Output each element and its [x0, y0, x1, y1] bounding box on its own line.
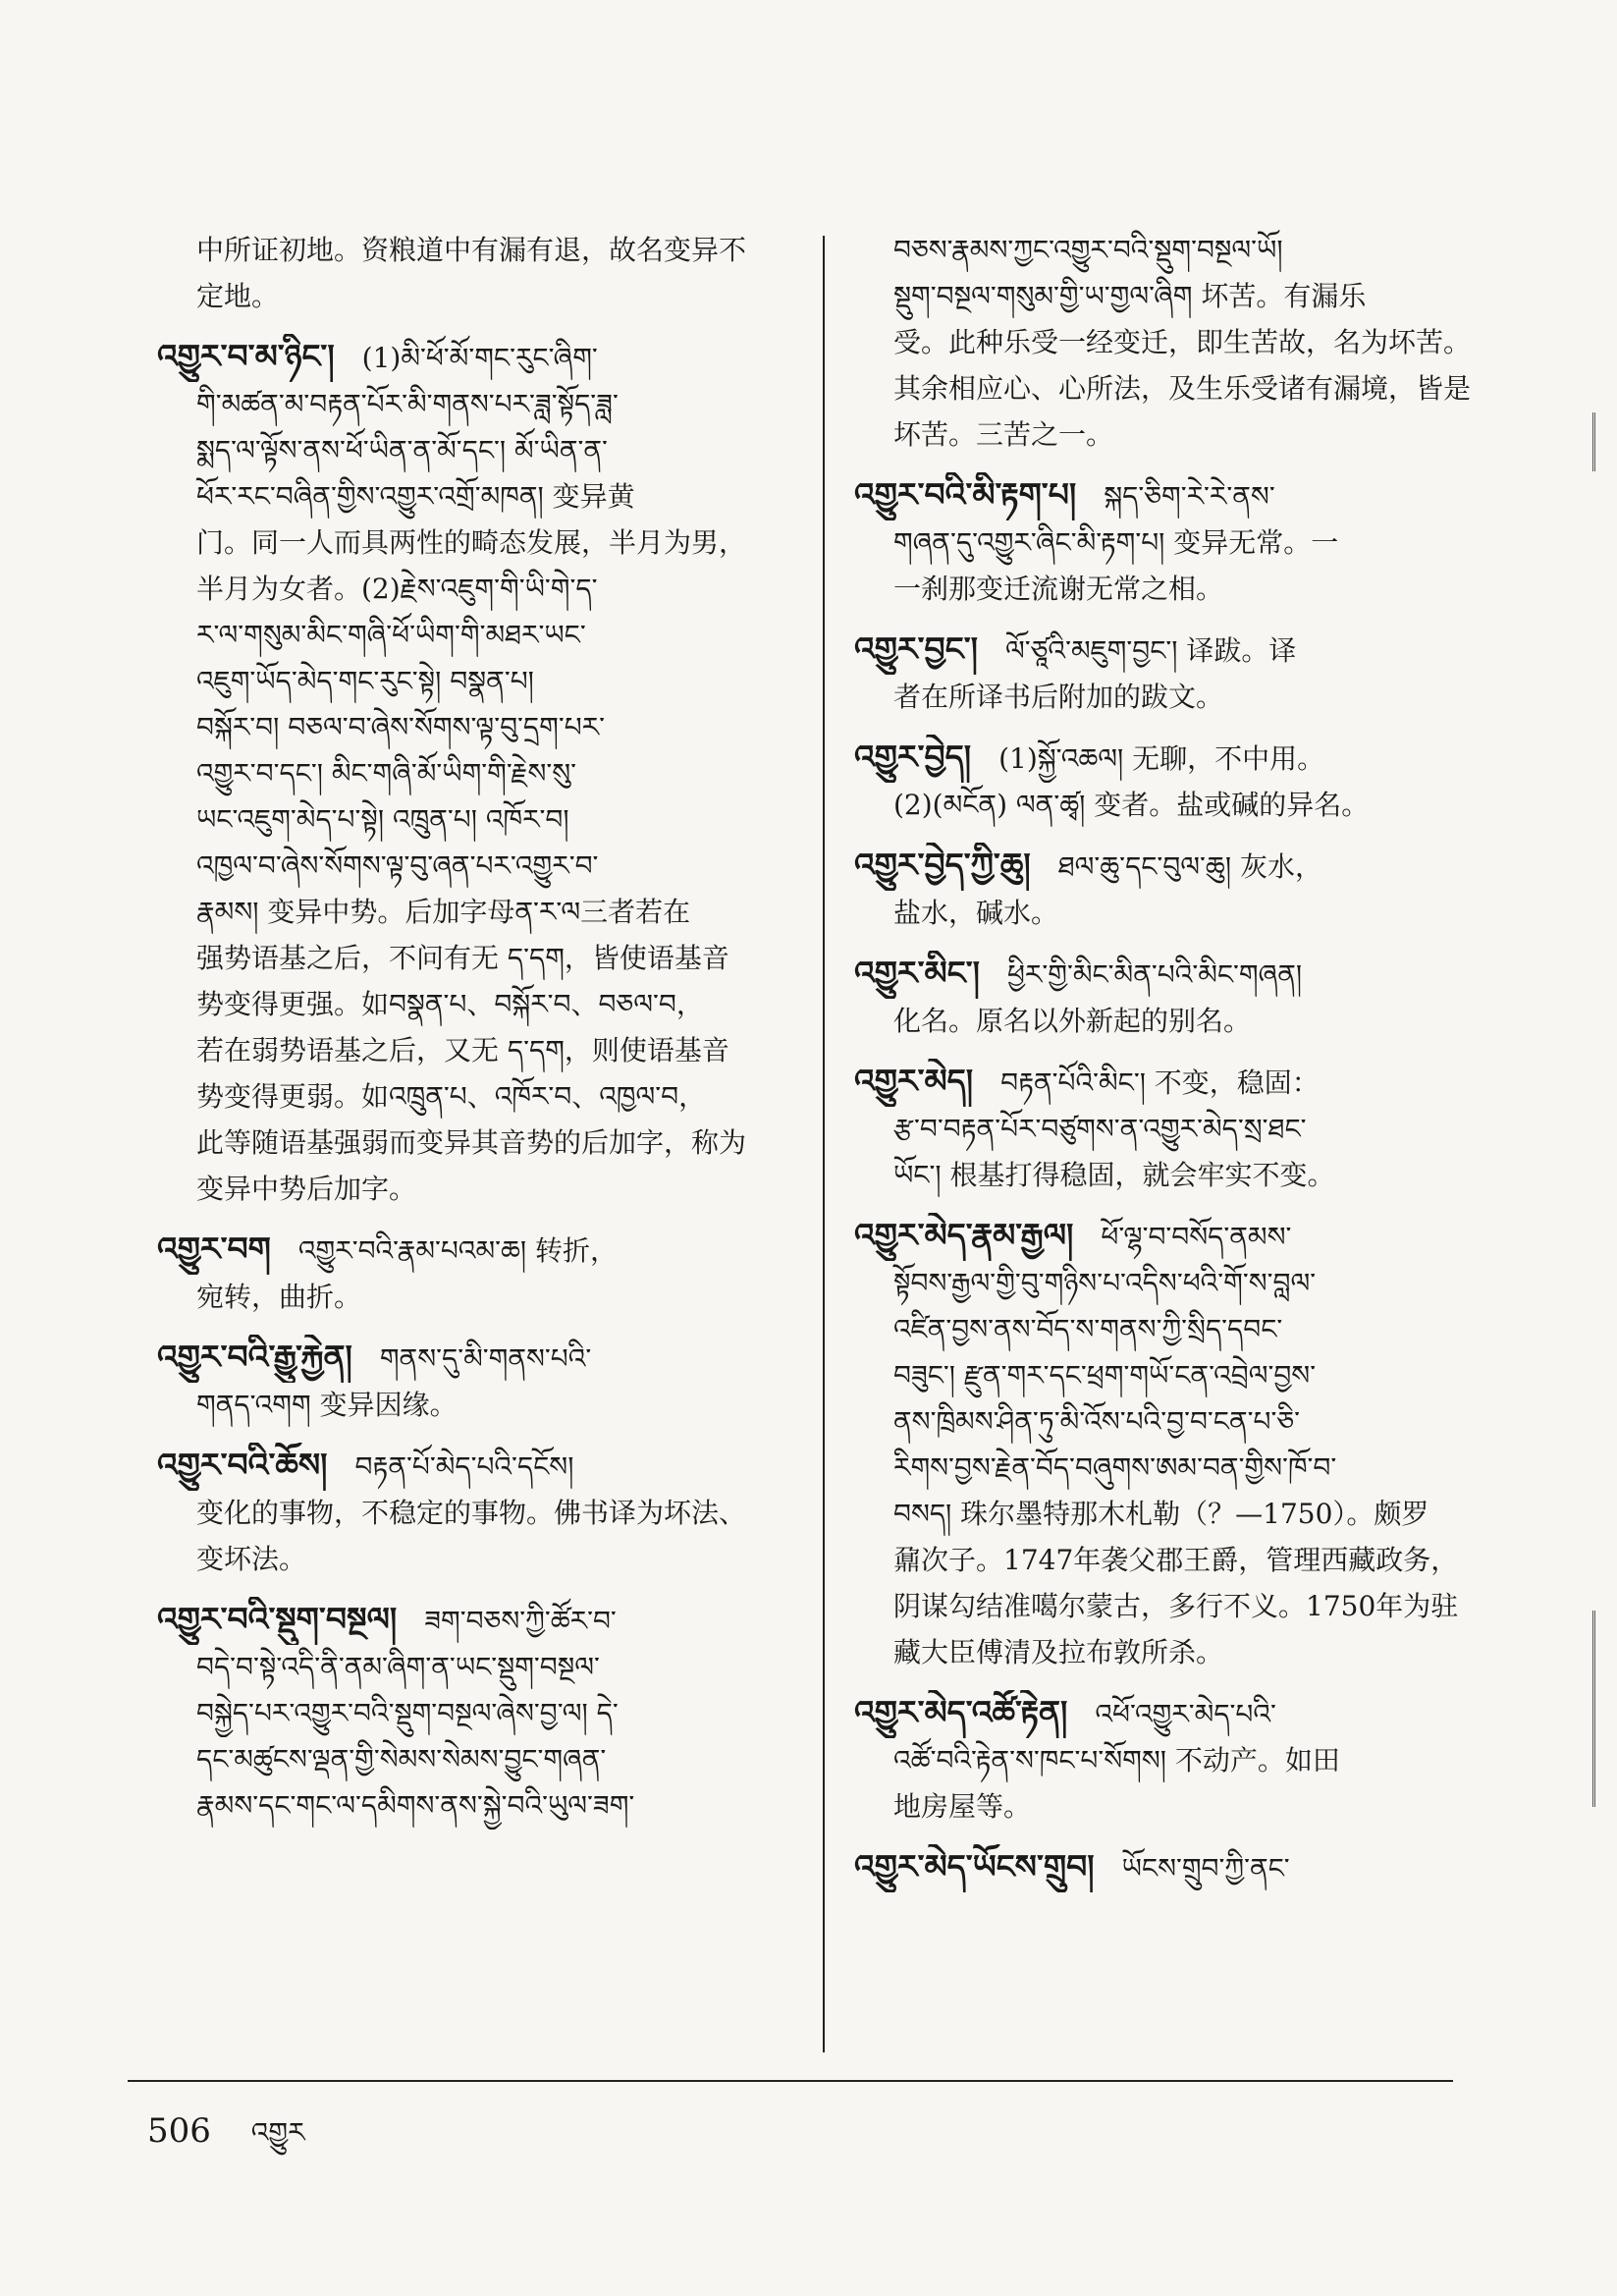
headword: འགྱུར་བྱེད་ཀྱི་ཆུ། [854, 846, 1031, 884]
entry-line [854, 320, 1482, 366]
scan-edge-mark [1592, 412, 1609, 471]
definition-text: 宛转，曲折。 [196, 1281, 362, 1313]
entry-line [157, 613, 795, 659]
entry-line [157, 1121, 795, 1167]
entry-line [157, 751, 795, 797]
page-number: 506 [147, 2111, 211, 2151]
definition-text: ནས་ཁྲིམས་ཤིན་ཏུ་མི་འོས་པའི་བྱ་བ་ངན་པ་ཅི་ [893, 1405, 1301, 1438]
definition-text: སྨད་ལ་ལྟོས་ནས་ཕོ་ཡིན་ན་མོ་དང་། མོ་ཡིན་ན་ [196, 434, 608, 466]
dictionary-entry [854, 1690, 1482, 1831]
headword: འགྱུར་བའི་རྒྱུ་རྐྱེན། [157, 1338, 352, 1376]
entry-line [854, 1353, 1482, 1399]
entry-line [157, 520, 795, 567]
definition-text: (1)མི་ཕོ་མོ་གང་རུང་ཞིག་ [361, 342, 598, 374]
definition-text: 者在所译书后附加的跋文。 [893, 681, 1224, 713]
entry-line [854, 1261, 1482, 1307]
running-head: འགྱུར [250, 2116, 305, 2149]
dictionary-entry [157, 1443, 795, 1583]
entry-line [157, 567, 795, 613]
definition-text: འཚོ་བའི་རྟེན་ས་ཁང་པ་སོགས། 不动产。如田 [893, 1744, 1340, 1777]
definition-text: (1)སྐྱོ་འཆལ། 无聊，不中用。 [998, 742, 1325, 775]
entry-line [157, 1227, 795, 1275]
footer-rule [128, 2080, 1453, 2082]
entry-line [157, 1167, 795, 1213]
entry-line [157, 228, 795, 274]
headword: འགྱུར་མེད་ཡོངས་གྲུབ། [854, 1847, 1095, 1886]
entry-line [854, 1492, 1482, 1538]
definition-text: སྡུག་བསྔལ་གསུམ་གྱི་ཡ་གྱལ་ཞིག 坏苦。有漏乐 [893, 280, 1367, 312]
dictionary-entry [854, 627, 1482, 721]
entry-line [157, 1597, 795, 1645]
definition-text: 中所证初地。资粮道中有漏有退，故名变异不 [196, 234, 747, 266]
entry-line [854, 1844, 1482, 1892]
definition-text: འགྱུར་བའི་རྣམ་པའམ་ཆ། 转折， [297, 1234, 619, 1267]
definition-text: གནད་འགག 变异因缘。 [196, 1389, 458, 1421]
headword: འགྱུར་བའི་ཆོས། [157, 1446, 328, 1484]
dictionary-entry [854, 1213, 1482, 1676]
definition-text: བསྐོར་བ། བཅལ་བ་ཞེས་སོགས་ལྟ་བུ་དྲག་པར་ [196, 711, 605, 743]
entry-line [854, 627, 1482, 675]
definition-text: 门。同一人而具两性的畸态发展，半月为男， [196, 526, 747, 559]
entry-line [854, 1107, 1482, 1153]
entry-line [854, 228, 1482, 274]
entry-line [854, 891, 1482, 937]
dictionary-entry [854, 951, 1482, 1045]
definition-text: 其余相应心、心所法，及生乐受诸有漏境，皆是 [893, 372, 1472, 405]
entry-line [854, 843, 1482, 891]
definition-text: གནས་དུ་མི་གནས་པའི་ [379, 1342, 592, 1375]
entry-line [854, 1446, 1482, 1492]
definition-text: རྣམས་དང་གང་ལ་དམིགས་ནས་སྐྱེ་བའི་ཡུལ་ཟག་ [196, 1789, 635, 1822]
entry-line [854, 1153, 1482, 1199]
headword: འགྱུར་བག [157, 1230, 271, 1268]
page-footer [147, 2102, 335, 2179]
entry-line [157, 1537, 795, 1583]
dictionary-entry [157, 1597, 795, 1830]
definition-text: 定地。 [196, 280, 280, 312]
entry-line [854, 520, 1482, 567]
definition-text: 半月为女者。(2)རྗེས་འཇུག་གི་ཡི་གེ་ད་ [196, 573, 598, 605]
definition-text: ལོ་ཙཱའི་མཇུག་བྱང་། 译跋。译 [1004, 634, 1297, 667]
definition-text: 强势语基之后，不问有无 ད་དག，皆使语基音 [196, 942, 729, 974]
entry-line [157, 1491, 795, 1537]
definition-text: 一刹那变迁流谢无常之相。 [893, 573, 1224, 605]
dictionary-entry [854, 1844, 1482, 1892]
entry-line [854, 567, 1482, 613]
entry-line [854, 472, 1482, 520]
definition-text: རིགས་བྱས་རྗེན་བོད་བཞུགས་ཨམ་བན་གྱིས་ཁོ་བ་ [893, 1451, 1337, 1484]
definition-text: བརྟན་པོ་མེད་པའི་དངོས། [354, 1450, 574, 1483]
entry-line [157, 1737, 795, 1783]
definition-text: ཕོར་རང་བཞིན་གྱིས་འགྱུར་འགྲོ་མཁན། 变异黄 [196, 480, 635, 513]
entry-line [854, 951, 1482, 999]
definition-text: 地房屋等。 [893, 1790, 1032, 1823]
definition-text: བརྟན་པོའི་མིང་། 不变，稳固： [1000, 1066, 1320, 1099]
definition-text: 此等随语基强弱而变异其音势的后加字，称为 [196, 1126, 747, 1159]
definition-text: བཅས་རྣམས་ཀྱང་འགྱུར་བའི་སྡུག་བསྔལ་ཡོ། [893, 234, 1283, 266]
headword: འགྱུར་བའི་མི་རྟག་པ། [854, 475, 1077, 514]
definition-text: སྟོབས་རྒྱལ་གྱི་བུ་གཉིས་པ་འདིས་ཕའི་གོ་ས་བླལ་ [893, 1267, 1317, 1299]
entry-line [157, 1074, 795, 1121]
entry-line [854, 366, 1482, 412]
dictionary-entry [854, 735, 1482, 829]
definition-text: ཡོང་། 根基打得稳固，就会牢实不变。 [893, 1159, 1335, 1191]
definition-text: 盐水，碱水。 [893, 897, 1059, 929]
entry-line [157, 936, 795, 982]
entry-line [157, 844, 795, 890]
headword: འགྱུར་བྱང་། [854, 629, 978, 668]
definition-text: བསྐྱེད་པར་འགྱུར་བའི་སྡུག་བསྔལ་ཞེས་བྱ་ལ། དེ་ [196, 1697, 619, 1729]
definition-text: ར་ལ་གསུམ་མིང་གཞི་ཕོ་ཡིག་གི་མཐར་ཡང་ [196, 619, 586, 651]
scan-edge-mark [1592, 1611, 1609, 1807]
entry-line [854, 1630, 1482, 1676]
dictionary-entry [854, 843, 1482, 937]
dictionary-entry [157, 228, 795, 320]
entry-line [157, 659, 795, 705]
definition-text: འཁྱལ་བ་ཞེས་སོགས་ལྟ་བུ་ཞན་པར་འགྱུར་བ་ [196, 849, 599, 882]
entry-line [157, 428, 795, 474]
dictionary-entry [854, 472, 1482, 613]
definition-text: འཇུག་ཡོད་མེད་གང་རུང་སྟེ། བསྣན་པ། [196, 665, 534, 697]
definition-text: 变异中势后加字。 [196, 1173, 417, 1205]
entry-line [854, 1538, 1482, 1584]
definition-text: 阴谋勾结准噶尔蒙古，多行不义。1750年为驻 [893, 1590, 1459, 1622]
entry-line [157, 1383, 795, 1429]
entry-line [157, 334, 795, 382]
entry-line [854, 274, 1482, 320]
definition-text: ཡོངས་གྲུབ་ཀྱི་ནང་ [1121, 1852, 1290, 1885]
entry-line [854, 1399, 1482, 1446]
headword: འགྱུར་མེད། [854, 1062, 974, 1100]
entry-line [157, 1335, 795, 1383]
definition-text: 受。此种乐受一经变迁，即生苦故，名为坏苦。 [893, 326, 1472, 358]
entry-line [157, 890, 795, 936]
entry-line [854, 1584, 1482, 1630]
entry-line [854, 783, 1482, 829]
definition-text: འགྱུར་བ་དང་། མིང་གཞི་མོ་ཡིག་གི་རྗེས་སུ་ [196, 757, 577, 790]
entry-line [854, 1059, 1482, 1107]
dictionary-entry [157, 334, 795, 1213]
definition-text: འཛིན་བྱས་ནས་བོད་ས་གནས་ཀྱི་སྲིད་དབང་ [893, 1313, 1283, 1345]
entry-line [157, 1275, 795, 1321]
definition-text: བདེ་བ་སྟེ་འདི་ནི་ནམ་ཞིག་ན་ཡང་སྡུག་བསྔལ་ [196, 1651, 600, 1683]
definition-text: དང་མཚུངས་ལྡན་གྱི་སེམས་སེམས་བྱུང་གཞན་ [196, 1743, 607, 1776]
headword: འགྱུར་མེད་རྣམ་རྒྱལ། [854, 1216, 1074, 1254]
right-column [854, 228, 1482, 1906]
entry-line [157, 1783, 795, 1830]
entry-line [854, 1690, 1482, 1738]
entry-line [157, 382, 795, 428]
definition-text: གཞན་དུ་འགྱུར་ཞིང་མི་རྟག་པ། 变异无常。一 [893, 526, 1339, 559]
dictionary-entry [157, 1335, 795, 1429]
definition-text: 势变得更强。如བསྣན་པ、བསྐོར་བ、བཅལ་བ， [196, 988, 704, 1020]
entry-line [157, 1645, 795, 1691]
definition-text: སྐད་ཅིག་རེ་རེ་ནས་ [1104, 480, 1275, 513]
entry-line [157, 474, 795, 520]
entry-line [854, 1738, 1482, 1784]
entry-line [854, 675, 1482, 721]
definition-text: ཡང་འཇུག་མེད་པ་སྟེ། འཁྲུན་པ། འཁོར་བ། [196, 803, 569, 836]
definition-text: ཟག་བཅས་ཀྱི་ཚོར་བ་ [424, 1605, 617, 1637]
definition-text: ཕོ་ལྷ་བ་བསོད་ནམས་ [1101, 1221, 1292, 1253]
definition-text: 变坏法。 [196, 1543, 307, 1575]
headword: འགྱུར་བ་མ་ཉིང་། [157, 337, 335, 375]
dictionary-entry [157, 1227, 795, 1321]
entry-line [854, 412, 1482, 459]
definition-text: 变化的事物，不稳定的事物。佛书译为坏法、 [196, 1497, 747, 1529]
entry-line [157, 705, 795, 751]
left-column [157, 228, 795, 1843]
entry-line [854, 999, 1482, 1045]
column-divider [823, 236, 825, 2052]
entry-line [157, 1691, 795, 1737]
headword: འགྱུར་བའི་སྡུག་བསྔལ། [157, 1600, 398, 1638]
entry-line [157, 274, 795, 320]
definition-text: 坏苦。三苦之一。 [893, 418, 1114, 451]
definition-text: རྩ་བ་བརྟན་པོར་བཙུགས་ན་འགྱུར་མེད་སྲ་ཐང་ [893, 1113, 1307, 1145]
entry-line [854, 1307, 1482, 1353]
definition-text: འཕོ་འགྱུར་མེད་པའི་ [1095, 1698, 1276, 1730]
entry-line [157, 982, 795, 1028]
definition-text: ཕྱིར་གྱི་མིང་མིན་པའི་མིང་གཞན། [1006, 958, 1303, 991]
definition-text: 化名。原名以外新起的别名。 [893, 1005, 1252, 1037]
dictionary-entry [854, 1059, 1482, 1199]
definition-text: 若在弱势语基之后，又无 ད་དག，则使语基音 [196, 1034, 729, 1066]
entry-line [157, 797, 795, 844]
entry-line [854, 1784, 1482, 1831]
headword: འགྱུར་མིང་། [854, 954, 980, 992]
definition-text: བསད། 珠尔墨特那木札勒（？—1750）。颇罗 [893, 1498, 1429, 1530]
definition-text: ཐལ་ཆུ་དང་བུལ་ཆུ། 灰水， [1057, 850, 1322, 883]
definition-text: 势变得更弱。如འཁྲུན་པ、འཁོར་བ、འཁྱལ་བ， [196, 1080, 707, 1113]
definition-text: (2)(མངོན) ལན་ཚྭ། 变者。盐或碱的异名。 [893, 789, 1370, 821]
definition-text: རྣམས། 变异中势。后加字母ན་ར་ལ三者若在 [196, 896, 691, 928]
entry-line [157, 1028, 795, 1074]
headword: འགྱུར་མེད་འཚོ་རྟེན། [854, 1693, 1068, 1731]
definition-text: 鼐次子。1747年袭父郡王爵，管理西藏政务， [893, 1544, 1459, 1576]
definition-text: 藏大臣傅清及拉布敦所杀。 [893, 1636, 1224, 1668]
dictionary-entry [854, 228, 1482, 459]
entry-line [157, 1443, 795, 1491]
definition-text: གི་མཚན་མ་བརྟན་པོར་མི་གནས་པར་ཟླ་སྟོད་ཟླ་ [196, 388, 619, 420]
definition-text: བཟུང་། རྫུན་གར་དང་ཕྲག་གཡོ་ངན་འབྲེལ་བྱས་ [893, 1359, 1317, 1392]
entry-line [854, 735, 1482, 783]
headword: འགྱུར་བྱེད། [854, 738, 972, 776]
entry-line [854, 1213, 1482, 1261]
